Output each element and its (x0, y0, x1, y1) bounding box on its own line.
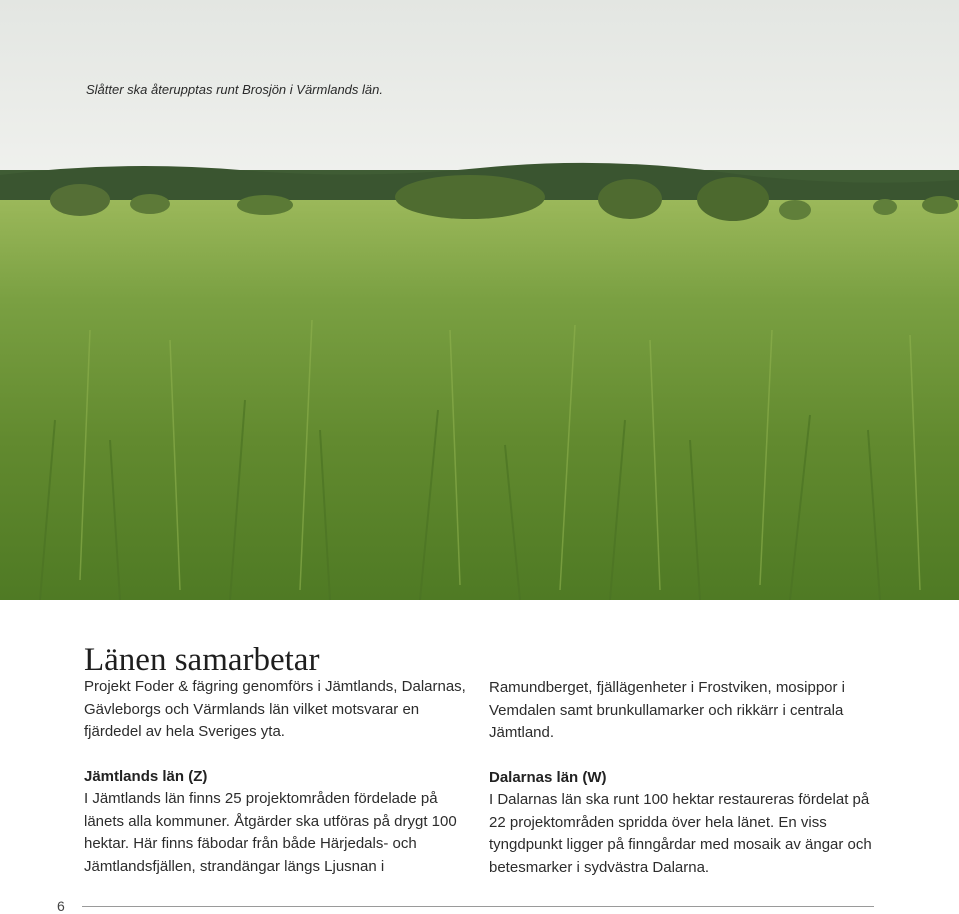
left-column (84, 676, 474, 878)
jamtland-continuation-paragraph: Ramundberget, fjällägenheter i Frostviken, mosippor i Vemdalen samt brunkullamarker och rikkärr i centrala Jämtland. (489, 679, 846, 741)
page-number: 6 (57, 898, 65, 914)
right-column (489, 677, 889, 879)
photo-caption: Slåtter ska återupptas runt Brosjön i Värmlands län. (86, 82, 383, 97)
page-title: Länen samarbetar (84, 642, 320, 679)
intro-paragraph: Projekt Foder & fägring genomförs i Jämtlands, Dalarnas, Gävleborgs och Värmlands län vilket motsvarar en fjärdedel av hela Sveriges yta. (84, 678, 466, 740)
jamtland-heading: Jämtlands län (Z) (84, 767, 208, 785)
jamtland-paragraph: I Jämtlands län finns 25 projektområden fördelade på länets alla kommuner. Åtgärder ska utföras på drygt 100 hektar. Här finns fäbodar från både Härjedals- och Jämtlandsfjällen, strandängar längs Ljusnan i (84, 790, 457, 875)
dalarna-heading: Dalarnas län (W) (489, 768, 607, 786)
dalarna-paragraph: I Dalarnas län ska runt 100 hektar restaureras fördelat på 22 projektområden spridda över hela länet. En viss tyngdpunkt ligger på finngårdar med mosaik av ängar och betesmarker i sydvästra Dalarna. (489, 791, 872, 876)
footer-divider (82, 906, 874, 907)
